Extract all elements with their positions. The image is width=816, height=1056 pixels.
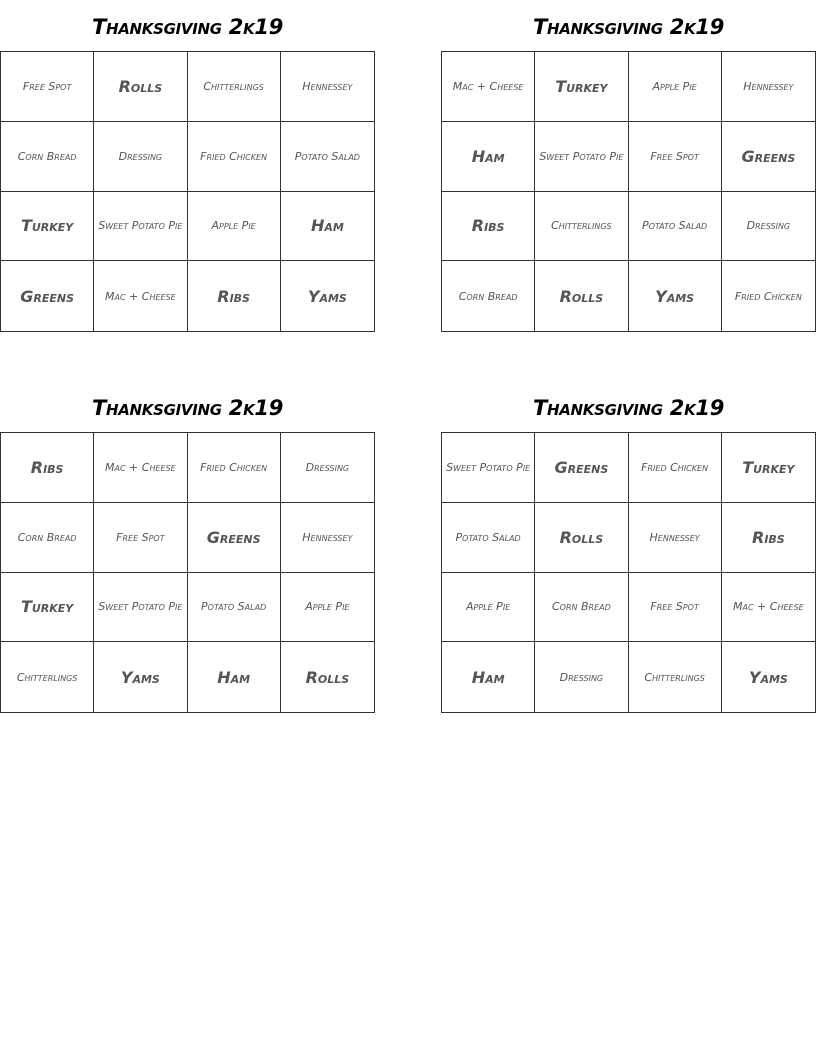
bingo-cell: Chitterlings — [629, 642, 722, 712]
bingo-cell: Hennessey — [722, 52, 815, 122]
bingo-cell: Free Spot — [94, 503, 187, 573]
bingo-cell: Potato Salad — [188, 573, 281, 643]
bingo-cell: Free Spot — [629, 122, 722, 192]
bingo-cell: Chitterlings — [535, 192, 628, 262]
bingo-cell: Yams — [94, 642, 187, 712]
bingo-cell: Potato Salad — [281, 122, 374, 192]
bingo-cell: Sweet Potato Pie — [535, 122, 628, 192]
bingo-cell: Greens — [722, 122, 815, 192]
bingo-cell: Ham — [281, 192, 374, 262]
bingo-grid — [0, 432, 375, 713]
bingo-cell: Rolls — [535, 261, 628, 331]
bingo-cell: Corn Bread — [535, 573, 628, 643]
bingo-cell: Chitterlings — [1, 642, 94, 712]
bingo-cell: Yams — [629, 261, 722, 331]
bingo-cell: Sweet Potato Pie — [94, 192, 187, 262]
bingo-cell: Hennessey — [629, 503, 722, 573]
card-title: Thanksgiving 2k19 — [91, 396, 284, 420]
bingo-cell: Dressing — [281, 433, 374, 503]
bingo-cell: Ham — [442, 122, 535, 192]
bingo-cell: Corn Bread — [442, 261, 535, 331]
bingo-cell: Free Spot — [629, 573, 722, 643]
bingo-cell: Apple Pie — [629, 52, 722, 122]
bingo-cell: Fried Chicken — [734, 289, 802, 303]
bingo-cell: Ham — [188, 642, 281, 712]
bingo-cell: Mac + Cheese — [442, 52, 535, 122]
bingo-cell: Greens — [535, 433, 628, 503]
bingo-cell: Sweet Potato Pie — [442, 433, 535, 503]
bingo-cell: Apple Pie — [442, 573, 535, 643]
bingo-cell: Hennessey — [281, 503, 374, 573]
bingo-cell: Free Spot — [1, 52, 94, 122]
bingo-cell: Ham — [442, 642, 535, 712]
bingo-cell: Mac + Cheese — [94, 261, 187, 331]
bingo-cell: Chitterlings — [188, 52, 281, 122]
bingo-cell: Sweet Potato Pie — [94, 573, 187, 643]
bingo-cell: Turkey — [1, 192, 94, 262]
bingo-cell: Mac + Cheese — [722, 573, 815, 643]
bingo-cell: Turkey — [722, 433, 815, 503]
bingo-cell: Ribs — [442, 192, 535, 262]
bingo-cell: Fried Chicken — [188, 433, 281, 503]
bingo-cell: Hennessey — [281, 52, 374, 122]
bingo-cell: Greens — [1, 261, 94, 331]
card-title: Thanksgiving 2k19 — [532, 15, 725, 39]
bingo-cell: Ribs — [722, 503, 815, 573]
bingo-grid — [441, 432, 816, 713]
bingo-cell: Dressing — [722, 192, 815, 262]
bingo-cell: Greens — [188, 503, 281, 573]
bingo-cell: Yams — [748, 667, 788, 687]
bingo-cell: Potato Salad — [629, 192, 722, 262]
bingo-cell: Rolls — [305, 667, 350, 687]
bingo-cell: Ribs — [1, 433, 94, 503]
bingo-cell: Corn Bread — [1, 503, 94, 573]
bingo-cell: Dressing — [94, 122, 187, 192]
bingo-cell: Fried Chicken — [629, 433, 722, 503]
card-title: Thanksgiving 2k19 — [532, 396, 725, 420]
bingo-cell: Mac + Cheese — [94, 433, 187, 503]
bingo-cell: Potato Salad — [442, 503, 535, 573]
bingo-grid — [0, 51, 375, 332]
bingo-cell: Corn Bread — [1, 122, 94, 192]
bingo-cell: Yams — [307, 286, 347, 306]
bingo-cell: Dressing — [535, 642, 628, 712]
card-title: Thanksgiving 2k19 — [91, 15, 284, 39]
bingo-cell: Apple Pie — [188, 192, 281, 262]
bingo-cell: Fried Chicken — [188, 122, 281, 192]
bingo-cell: Rolls — [94, 52, 187, 122]
bingo-grid — [441, 51, 816, 332]
bingo-cell: Turkey — [1, 573, 94, 643]
bingo-cell: Rolls — [535, 503, 628, 573]
bingo-cell: Ribs — [188, 261, 281, 331]
bingo-cell: Apple Pie — [281, 573, 374, 643]
bingo-cell: Turkey — [535, 52, 628, 122]
